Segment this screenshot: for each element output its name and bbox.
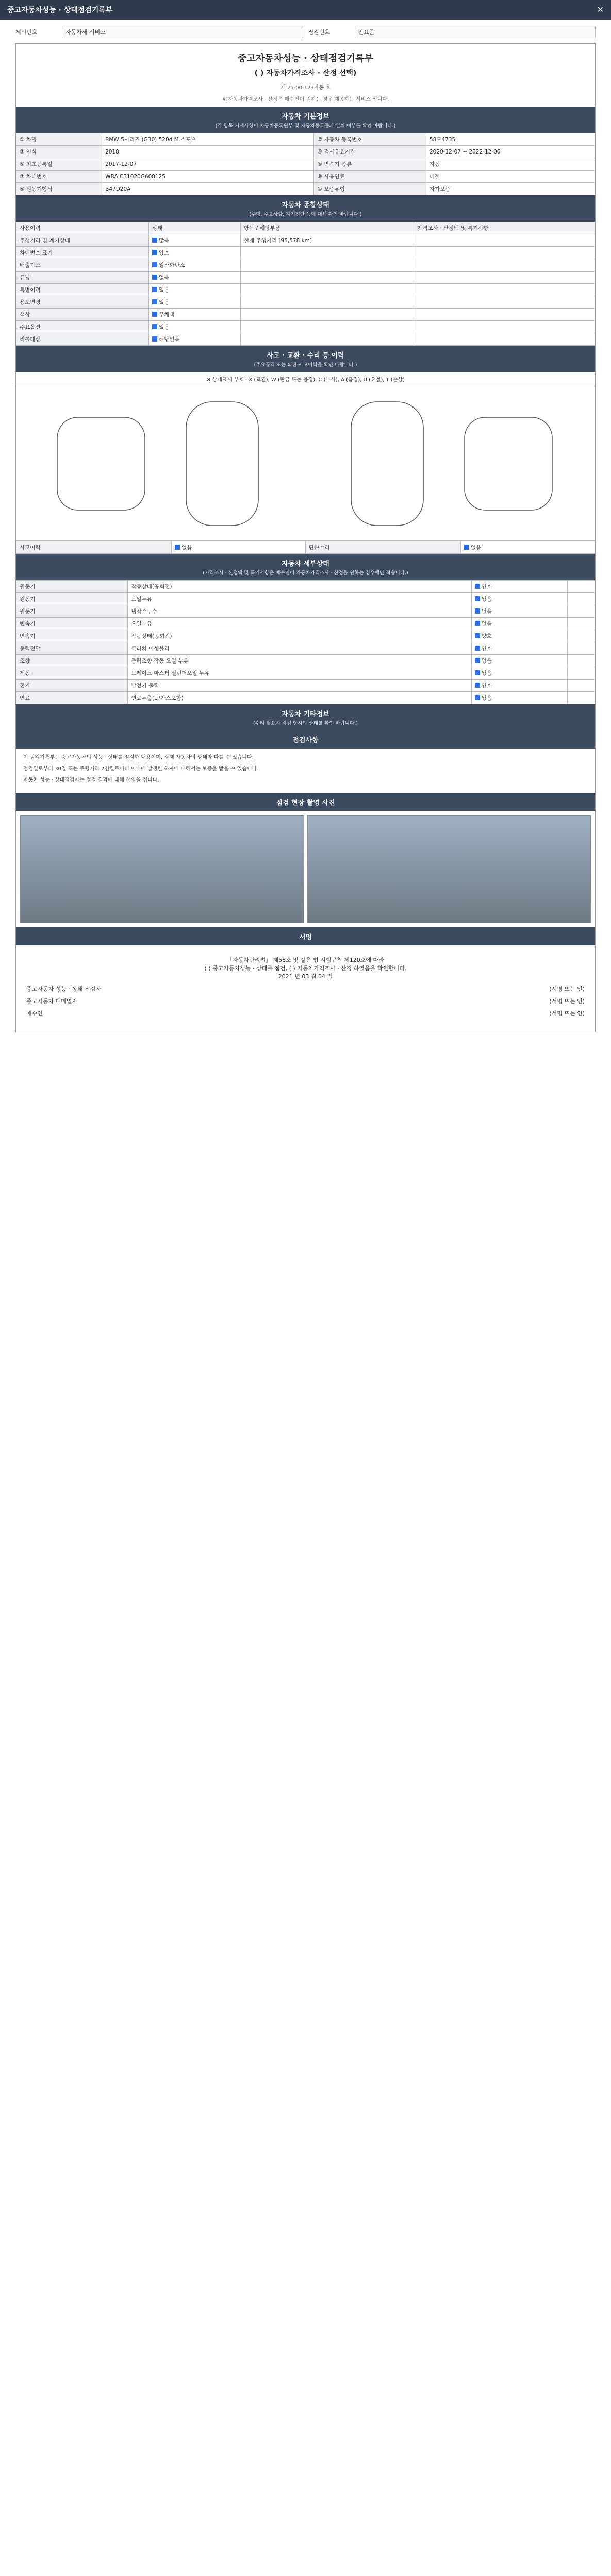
row-item: 오일누유 xyxy=(128,593,471,605)
section-subtitle: (가격조사 · 산정액 및 특기사항은 매수인이 자동차가격조사 · 산정을 원하는 경우에만 적습니다.) xyxy=(203,570,408,576)
row-status xyxy=(149,259,241,272)
field-label: 제시번호 xyxy=(15,29,38,36)
table-row xyxy=(16,581,595,593)
row-label: 단순수리 xyxy=(305,541,460,554)
sign-date: 2021 년 03 월 04 일 xyxy=(278,973,333,980)
window-titlebar xyxy=(0,0,611,20)
status-value: 없음 xyxy=(159,287,170,293)
doc-subtitle: ( ) 자동차가격조사 · 산정 선택) xyxy=(254,69,357,77)
table-row xyxy=(16,333,595,346)
car-bottom-view xyxy=(351,402,423,526)
table-row xyxy=(16,133,595,146)
row-item: 연료누출(LP가스포함) xyxy=(128,692,471,704)
row-label: ④ 검사유효기간 xyxy=(314,146,426,158)
row-label: ⑤ 최초등록일 xyxy=(16,158,102,171)
row-value: 자동 xyxy=(426,158,595,171)
row-item: 발전기 출력 xyxy=(128,680,471,692)
row-note xyxy=(568,680,595,692)
sign-role: 중고자동차 성능 · 상태 점검자 xyxy=(26,986,101,992)
row-status xyxy=(471,593,568,605)
checkbox[interactable] xyxy=(475,621,480,626)
section-accident-header xyxy=(16,346,595,372)
row-detail xyxy=(240,321,414,333)
row-status xyxy=(471,605,568,618)
row-note xyxy=(414,296,595,309)
row-group: 조향 xyxy=(16,655,128,667)
table-row xyxy=(16,234,595,247)
row-note xyxy=(414,234,595,247)
row-detail: 현재 주행거리 [95,578 km] xyxy=(240,234,414,247)
table-row xyxy=(16,680,595,692)
row-status xyxy=(149,309,241,321)
section-subtitle: (각 항목 기재사항이 자동차등록원부 및 자동차등록증과 일치 여부를 확인 바랍니다.) xyxy=(215,123,396,129)
row-value: BMW 5시리즈 (G30) 520d M 스포츠 xyxy=(102,133,314,146)
row-detail xyxy=(240,259,414,272)
status-value: 없음 xyxy=(159,299,170,306)
row-group: 원동기 xyxy=(16,593,128,605)
row-group: 제동 xyxy=(16,667,128,680)
row-note xyxy=(414,333,595,346)
checkbox[interactable] xyxy=(152,299,157,304)
car-photo-front xyxy=(20,815,304,923)
row-status xyxy=(149,272,241,284)
notice-paragraph: 이 점검기록부는 중고자동차의 성능 · 상태를 점검한 내용이며, 실제 자동차의 상태와 다를 수 있습니다. xyxy=(23,755,254,760)
section-detail-header xyxy=(16,554,595,580)
row-status xyxy=(149,234,241,247)
table-row xyxy=(16,259,595,272)
sign-header xyxy=(16,927,595,945)
car-top-view xyxy=(186,402,258,526)
row-label: ⑦ 차대번호 xyxy=(16,171,102,183)
section-subtitle: (수리 필요시 점검 당시의 상태를 확인 바랍니다.) xyxy=(253,721,358,726)
car-left-view xyxy=(57,417,145,510)
table-row xyxy=(16,605,595,618)
status-value: 양호 xyxy=(481,646,492,652)
checkbox[interactable] xyxy=(475,633,480,638)
sign-section xyxy=(16,945,595,1032)
row-status xyxy=(471,692,568,704)
row-value: B47D20A xyxy=(102,183,314,195)
status-value: 없음 xyxy=(481,670,492,676)
row-item: 클러치 어셈블리 xyxy=(128,642,471,655)
row-note xyxy=(568,605,595,618)
checkbox[interactable] xyxy=(475,596,480,601)
field-label: 점검번호 xyxy=(308,29,331,36)
section-basic-info-header xyxy=(16,107,595,133)
notice-paragraph: 점검일로부터 30일 또는 주행거리 2천킬로미터 이내에 발생한 하자에 대해서는 보증을 받을 수 있습니다. xyxy=(23,766,259,772)
row-label: 차대번호 표기 xyxy=(16,247,149,259)
table-row xyxy=(16,171,595,183)
row-value: WBAJC31020G608125 xyxy=(102,171,314,183)
table-row xyxy=(16,618,595,630)
car-outline-diagram xyxy=(16,386,595,541)
repair-value: 없음 xyxy=(470,545,482,551)
table-row xyxy=(16,284,595,296)
row-label: 색상 xyxy=(16,309,149,321)
checkbox[interactable] xyxy=(464,545,469,550)
top-fields xyxy=(15,26,596,38)
row-status xyxy=(149,296,241,309)
table-row xyxy=(16,309,595,321)
notice-header xyxy=(16,731,595,749)
accident-value: 없음 xyxy=(181,545,192,551)
row-label: ③ 연식 xyxy=(16,146,102,158)
row-group: 원동기 xyxy=(16,605,128,618)
row-status xyxy=(471,581,568,593)
sign-field[interactable]: (서명 또는 인) xyxy=(549,1010,585,1017)
row-status xyxy=(471,655,568,667)
column-header: 가격조사 · 산정액 및 특기사항 xyxy=(414,222,595,234)
sign-line: 「자동차관리법」 제58조 및 같은 법 시행규칙 제120조에 따라 xyxy=(227,957,384,963)
row-label: ② 자동차 등록번호 xyxy=(314,133,426,146)
sign-row xyxy=(26,1009,585,1018)
notice-title: 점검사항 xyxy=(292,737,319,744)
table-header-row xyxy=(16,222,595,234)
status-value: 양호 xyxy=(481,584,492,590)
close-icon[interactable]: ✕ xyxy=(597,5,604,14)
inspection-document xyxy=(15,43,596,1032)
table-row xyxy=(16,655,595,667)
checkbox[interactable] xyxy=(152,287,157,292)
row-group: 변속기 xyxy=(16,618,128,630)
row-status xyxy=(149,321,241,333)
status-value: 없음 xyxy=(481,596,492,602)
table-row xyxy=(16,541,595,554)
row-note xyxy=(568,581,595,593)
photo-title: 점검 현장 촬영 사진 xyxy=(276,799,335,807)
table-row xyxy=(16,158,595,171)
checkbox[interactable] xyxy=(475,683,480,688)
row-label: 주요옵션 xyxy=(16,321,149,333)
row-note xyxy=(414,284,595,296)
status-value: 무채색 xyxy=(159,312,175,318)
row-value: 58모4735 xyxy=(426,133,595,146)
table-row xyxy=(16,642,595,655)
doc-note: ※ 자동차가격조사 · 산정은 매수인이 원하는 경우 제공하는 서비스 입니다. xyxy=(222,97,389,103)
table-row xyxy=(16,321,595,333)
row-note xyxy=(568,593,595,605)
table-row xyxy=(16,272,595,284)
status-value: 일산화탄소 xyxy=(159,262,185,268)
page-content xyxy=(15,26,596,2576)
checkbox[interactable] xyxy=(475,670,480,675)
row-label: ① 차명 xyxy=(16,133,102,146)
status-value: 양호 xyxy=(159,250,170,256)
row-label: ⑥ 변속기 종류 xyxy=(314,158,426,171)
row-note xyxy=(414,247,595,259)
row-note xyxy=(414,272,595,284)
row-value: 디젤 xyxy=(426,171,595,183)
checkbox[interactable] xyxy=(475,658,480,663)
checkbox[interactable] xyxy=(152,250,157,255)
status-value: 양호 xyxy=(481,633,492,639)
row-note xyxy=(414,259,595,272)
row-label: ⑩ 보증유형 xyxy=(314,183,426,195)
row-group: 전기 xyxy=(16,680,128,692)
section-title: 자동차 기본정보 xyxy=(282,113,329,121)
row-detail xyxy=(240,333,414,346)
row-item: 작동상태(공회전) xyxy=(128,581,471,593)
doc-number: 제 25-00-123자동 호 xyxy=(280,85,331,91)
column-header: 항목 / 해당부품 xyxy=(240,222,414,234)
row-note xyxy=(568,642,595,655)
checkbox[interactable] xyxy=(475,646,480,651)
table-row xyxy=(16,183,595,195)
accident-legend: ※ 상태표시 부호 : X (교환), W (판금 또는 용접), C (부식), A (흠집), U (요철), T (손상) xyxy=(16,372,595,386)
section-title: 자동차 세부상태 xyxy=(282,560,329,568)
row-group: 연료 xyxy=(16,692,128,704)
section-subtitle: (주행, 주요사항, 자기진단 등에 대해 확인 바랍니다.) xyxy=(249,212,362,217)
section-title: 자동차 종합상태 xyxy=(282,201,329,209)
photo-header xyxy=(16,793,595,811)
doc-title: 중고자동차성능 · 상태점검기록부 xyxy=(238,53,373,64)
row-value xyxy=(460,541,595,554)
column-header: 상태 xyxy=(149,222,241,234)
table-row xyxy=(16,692,595,704)
status-value: 해당없음 xyxy=(159,336,180,343)
window-title: 중고자동차성능 · 상태점검기록부 xyxy=(7,6,113,14)
row-note xyxy=(568,667,595,680)
checkbox[interactable] xyxy=(175,545,180,550)
table-row xyxy=(16,667,595,680)
checkbox[interactable] xyxy=(152,262,157,267)
row-status xyxy=(149,247,241,259)
sign-role: 중고자동차 매매업자 xyxy=(26,998,78,1005)
row-note xyxy=(414,321,595,333)
row-label: 리콜대상 xyxy=(16,333,149,346)
overall-status-table xyxy=(16,222,595,346)
row-group: 동력전달 xyxy=(16,642,128,655)
row-item: 동력조향 작동 오일 누유 xyxy=(128,655,471,667)
car-right-view xyxy=(465,417,552,510)
row-value: 2018 xyxy=(102,146,314,158)
checkbox[interactable] xyxy=(475,584,480,589)
checkbox[interactable] xyxy=(152,312,157,317)
sign-row xyxy=(26,997,585,1005)
table-row xyxy=(16,593,595,605)
detail-status-table xyxy=(16,580,595,704)
status-value: 없음 xyxy=(159,324,170,330)
table-row xyxy=(16,247,595,259)
checkbox[interactable] xyxy=(475,695,480,700)
status-value: 없음 xyxy=(481,621,492,627)
sign-role: 매수인 xyxy=(26,1010,43,1017)
row-label: 용도변경 xyxy=(16,296,149,309)
sign-title: 서명 xyxy=(299,934,312,941)
row-status xyxy=(149,284,241,296)
row-group: 변속기 xyxy=(16,630,128,642)
checkbox[interactable] xyxy=(152,336,157,342)
photo-grid xyxy=(16,811,595,927)
row-detail xyxy=(240,247,414,259)
row-label: 특별이력 xyxy=(16,284,149,296)
section-subtitle: (주요골격 또는 외판 사고이력을 확인 바랍니다.) xyxy=(254,362,357,368)
status-value: 많음 xyxy=(159,238,170,244)
row-status xyxy=(149,333,241,346)
row-detail xyxy=(240,296,414,309)
table-row xyxy=(16,296,595,309)
row-item: 작동상태(공회전) xyxy=(128,630,471,642)
sign-field[interactable]: (서명 또는 인) xyxy=(549,986,585,992)
section-title: 사고 · 교환 · 수리 등 이력 xyxy=(267,352,344,360)
row-item: 브레이크 마스터 실린더오일 누유 xyxy=(128,667,471,680)
car-diagram xyxy=(16,386,595,541)
status-value: 없음 xyxy=(159,275,170,281)
row-note xyxy=(568,655,595,667)
row-status xyxy=(471,630,568,642)
row-item: 오일누유 xyxy=(128,618,471,630)
row-group: 원동기 xyxy=(16,581,128,593)
basic-info-table xyxy=(16,133,595,195)
row-note xyxy=(568,630,595,642)
field-value[interactable]: 자동차세 서비스 xyxy=(62,26,303,38)
checkbox[interactable] xyxy=(152,275,157,280)
row-note xyxy=(568,692,595,704)
row-label: 사고이력 xyxy=(16,541,172,554)
table-row xyxy=(16,630,595,642)
row-detail xyxy=(240,272,414,284)
row-label: ⑨ 원동기형식 xyxy=(16,183,102,195)
row-detail xyxy=(240,309,414,321)
row-status xyxy=(471,667,568,680)
sign-line: ( ) 중고자동차성능 · 상태를 점검, ( ) 자동차가격조사 · 산정 하였음을 확인합니다. xyxy=(204,965,407,972)
table-row xyxy=(16,146,595,158)
accident-summary-table xyxy=(16,541,595,554)
row-value: 2017-12-07 xyxy=(102,158,314,171)
checkbox[interactable] xyxy=(152,238,157,243)
row-status xyxy=(471,618,568,630)
row-value: 자가보증 xyxy=(426,183,595,195)
row-label: 튜닝 xyxy=(16,272,149,284)
sign-row xyxy=(26,985,585,993)
section-title: 자동차 기타정보 xyxy=(282,710,329,718)
row-label: 주행거리 및 계기상태 xyxy=(16,234,149,247)
column-header: 사용이력 xyxy=(16,222,149,234)
row-label: ⑧ 사용연료 xyxy=(314,171,426,183)
notice-paragraph: 자동차 성능 · 상태점검자는 점검 결과에 대해 책임을 집니다. xyxy=(23,777,159,783)
row-value: 2020-12-07 ~ 2022-12-06 xyxy=(426,146,595,158)
row-status xyxy=(471,642,568,655)
checkbox[interactable] xyxy=(475,608,480,614)
status-value: 없음 xyxy=(481,658,492,664)
row-note xyxy=(414,309,595,321)
section-overall-status-header xyxy=(16,195,595,222)
row-label: 배출가스 xyxy=(16,259,149,272)
section-other-header xyxy=(16,704,595,731)
field-value[interactable]: 판표준 xyxy=(355,26,596,38)
row-note xyxy=(568,618,595,630)
row-item: 냉각수누수 xyxy=(128,605,471,618)
car-photo-rear xyxy=(307,815,591,923)
status-value: 없음 xyxy=(481,608,492,615)
row-status xyxy=(471,680,568,692)
row-detail xyxy=(240,284,414,296)
notice-text xyxy=(16,749,595,793)
sign-field[interactable]: (서명 또는 인) xyxy=(549,998,585,1005)
checkbox[interactable] xyxy=(152,324,157,329)
row-value xyxy=(171,541,305,554)
status-value: 양호 xyxy=(481,683,492,689)
status-value: 없음 xyxy=(481,695,492,701)
